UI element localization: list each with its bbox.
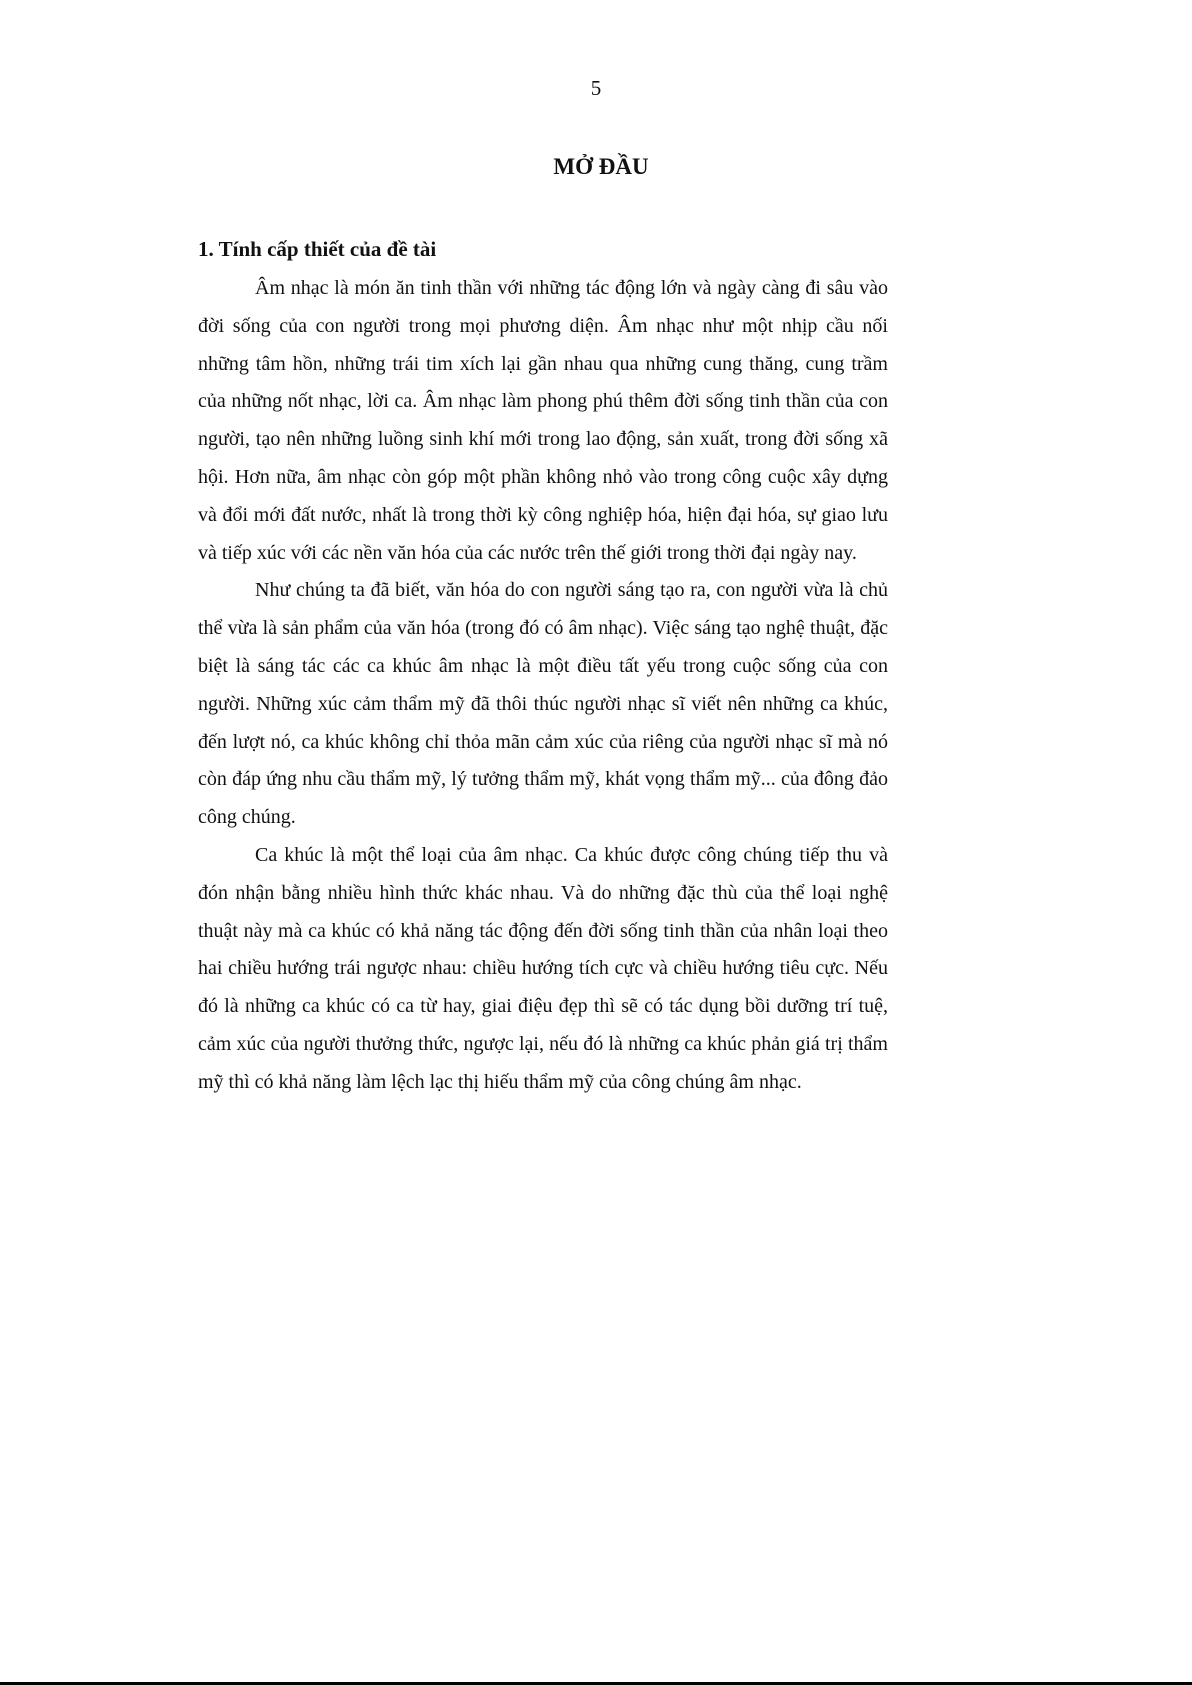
section-body xyxy=(198,230,888,1102)
page-number: 5 xyxy=(590,76,602,100)
paragraph-2: Như chúng ta đã biết, văn hóa do con người sáng tạo ra, con người vừa là chủ thể vừa là sản phẩm của văn hóa (trong đó có âm nhạc). Việc sáng tạo nghệ thuật, đặc biệt là sáng tác các ca khúc âm nhạc là một điều tất yếu trong cuộc sống của con người. Những xúc cảm thẩm mỹ đã thôi thúc người nhạc sĩ viết nên những ca khúc, đến lượt nó, ca khúc không chỉ thỏa mãn cảm xúc của riêng của người nhạc sĩ mà nó còn đáp ứng nhu cầu thẩm mỹ, lý tưởng thẩm mỹ, khát vọng thẩm mỹ... của đông đảo công chúng. xyxy=(198,579,888,829)
paragraph-1: Âm nhạc là món ăn tinh thần với những tác động lớn và ngày càng đi sâu vào đời sống của con người trong mọi phương diện. Âm nhạc như một nhịp cầu nối những tâm hồn, những trái tim xích lại gần nhau qua những cung thăng, cung trầm của những nốt nhạc, lời ca. Âm nhạc làm phong phú thêm đời sống tinh thần của con người, tạo nên những luồng sinh khí mới trong lao động, sản xuất, trong đời sống xã hội. Hơn nữa, âm nhạc còn góp một phần không nhỏ vào trong công cuộc xây dựng và đổi mới đất nước, nhất là trong thời kỳ công nghiệp hóa, hiện đại hóa, sự giao lưu và tiếp xúc với các nền văn hóa của các nước trên thế giới trong thời đại ngày nay. xyxy=(198,277,888,564)
section-heading: 1. Tính cấp thiết của đề tài xyxy=(198,237,437,261)
paragraph-3: Ca khúc là một thể loại của âm nhạc. Ca khúc được công chúng tiếp thu và đón nhận bằng nhiều hình thức khác nhau. Và do những đặc thù của thể loại nghệ thuật này mà ca khúc có khả năng tác động đến đời sống tinh thần của nhân loại theo hai chiều hướng trái ngược nhau: chiều hướng tích cực và chiều hướng tiêu cực. Nếu đó là những ca khúc có ca từ hay, giai điệu đẹp thì sẽ có tác dụng bồi dưỡng trí tuệ, cảm xúc của người thưởng thức, ngược lại, nếu đó là những ca khúc phản giá trị thẩm mỹ thì có khả năng làm lệch lạc thị hiếu thẩm mỹ của công chúng âm nhạc. xyxy=(198,843,888,1093)
page-title: MỞ ĐẦU xyxy=(553,154,649,179)
